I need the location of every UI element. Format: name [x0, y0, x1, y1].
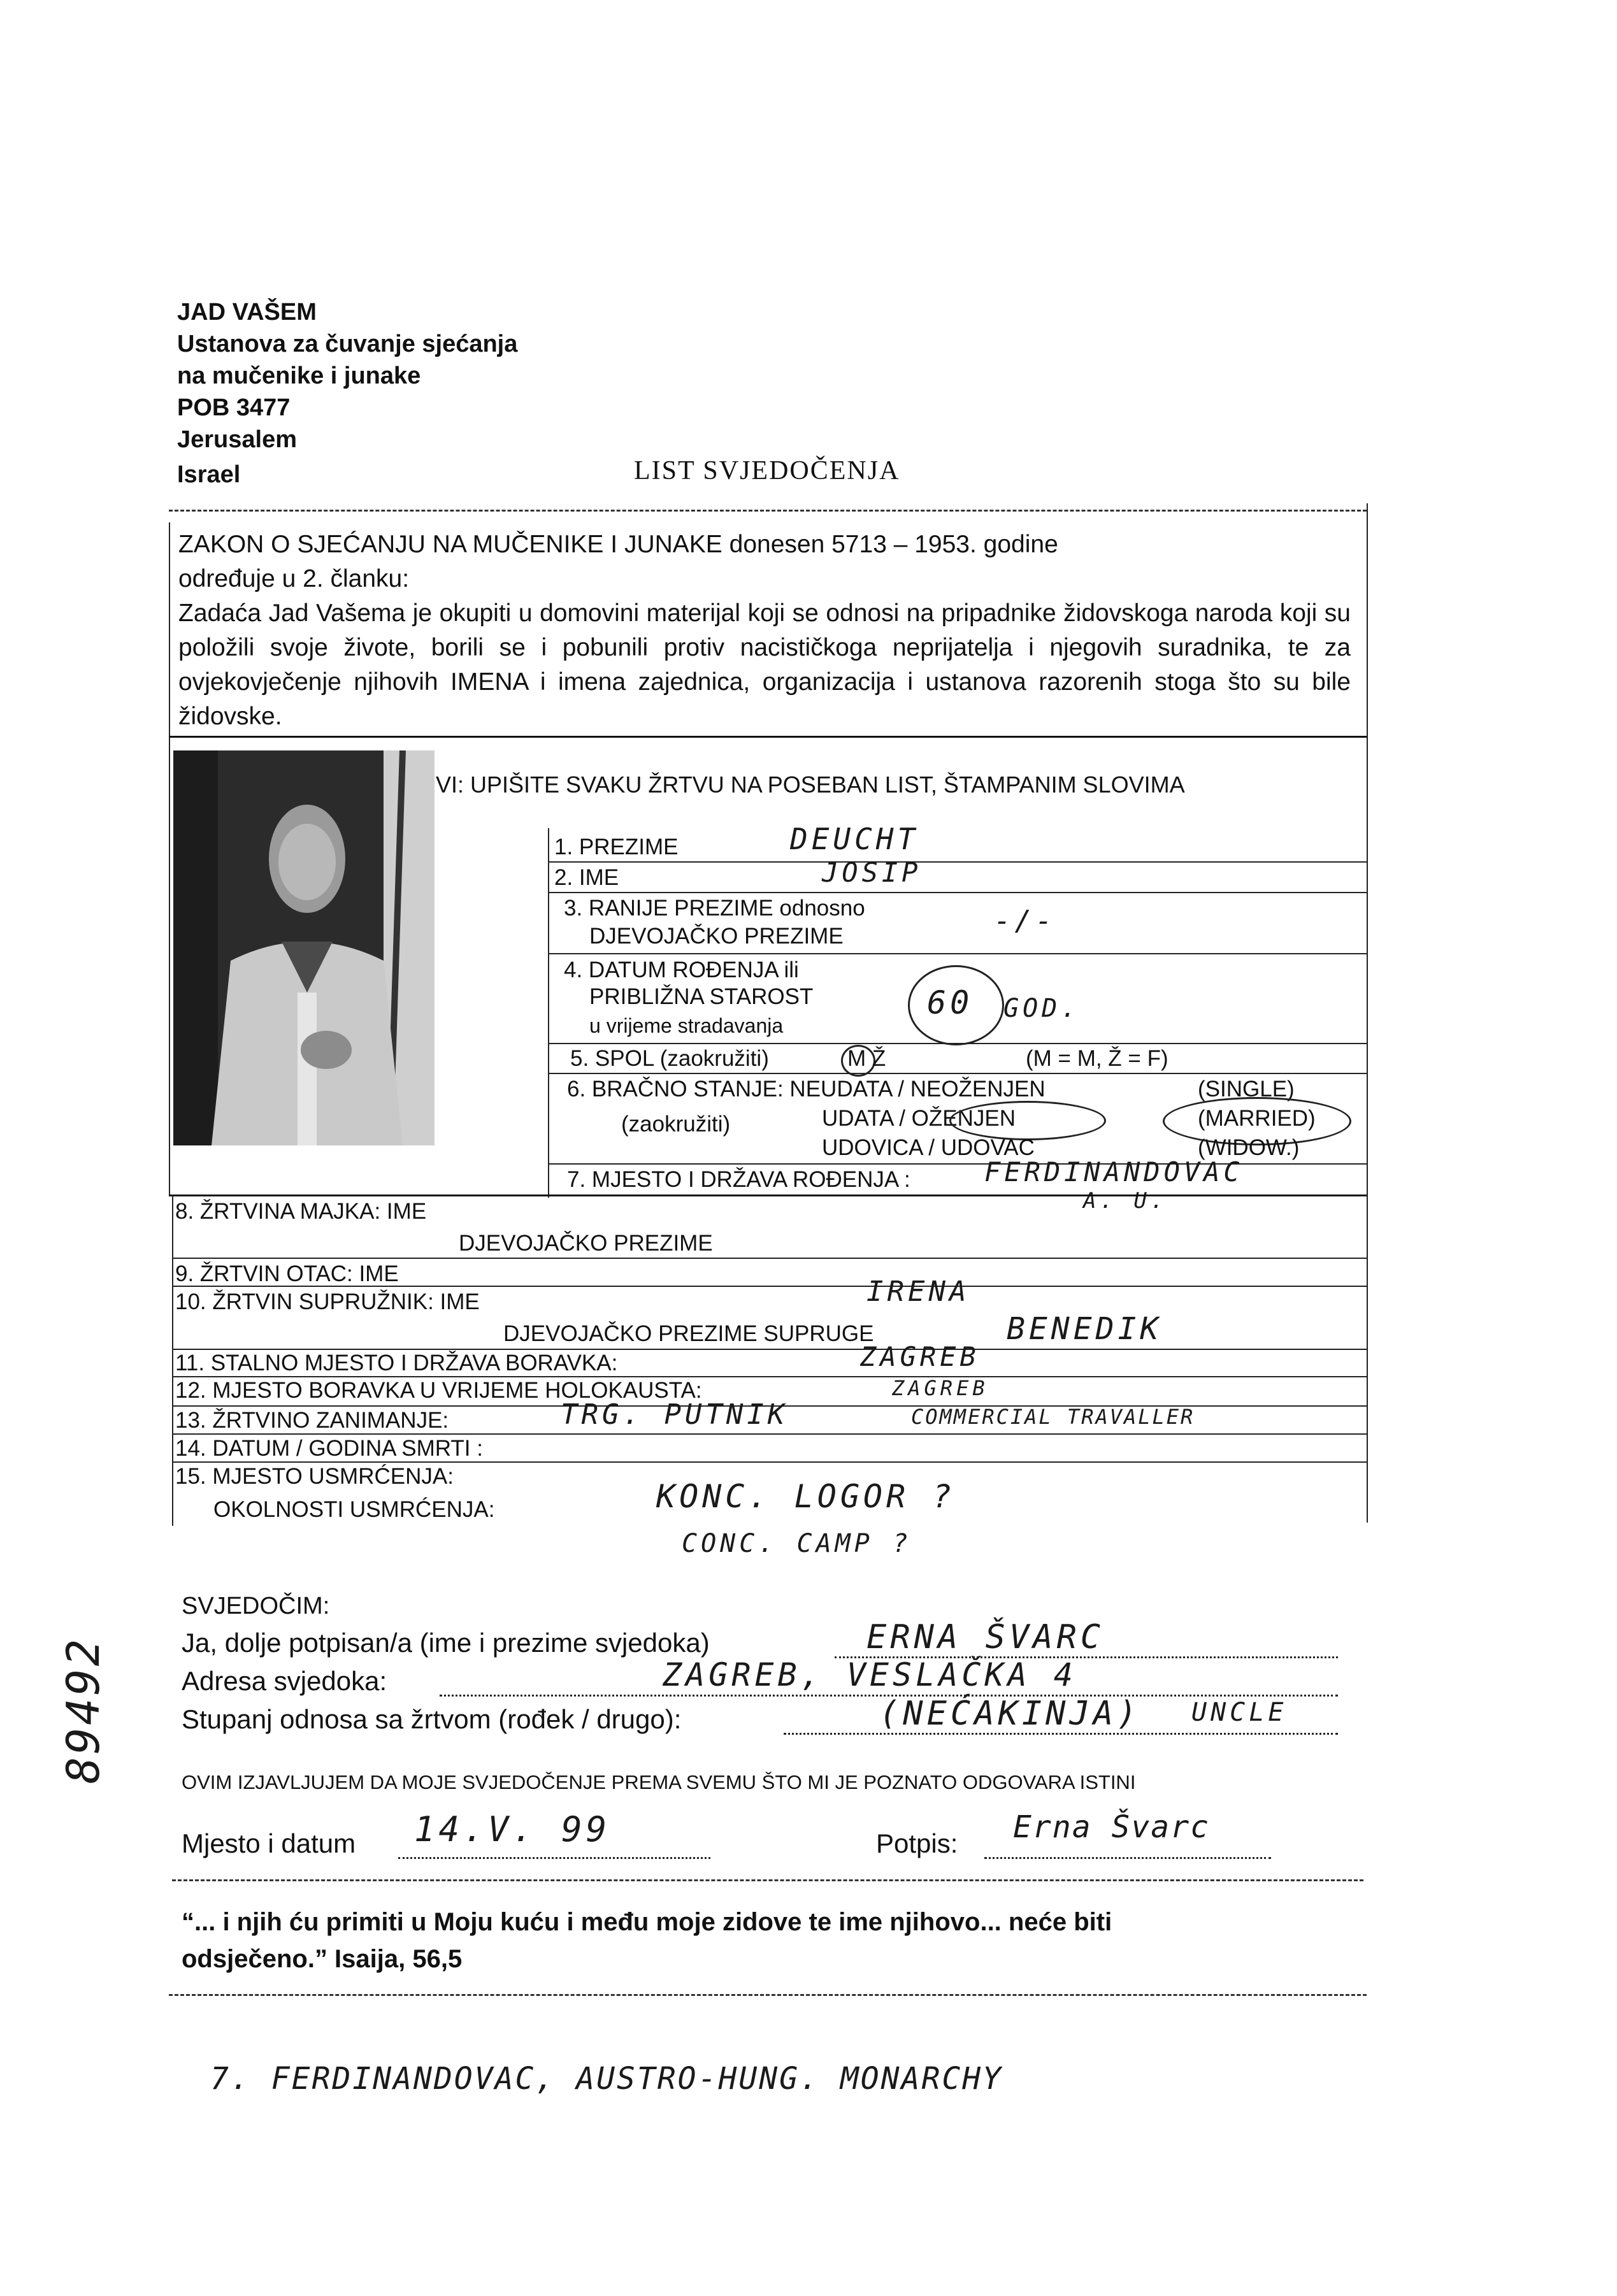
row-5-rule: [548, 1073, 1367, 1074]
form-right-border: [1367, 503, 1368, 1523]
field-8-label: 8. ŽRTVINA MAJKA: IME: [175, 1199, 427, 1224]
field-6-option-married: UDATA / OŽENJEN: [822, 1106, 1016, 1131]
witness-relation-en: UNCLE: [1191, 1698, 1288, 1727]
field-5-label: 5. SPOL (zaokružiti): [570, 1046, 769, 1071]
witness-place-date-dots: [398, 1857, 710, 1859]
field-6-option-widowed: UDOVICA / UDOVAC: [822, 1135, 1035, 1160]
victim-photo: [173, 750, 435, 1145]
witness-signature-dots: [984, 1857, 1271, 1859]
quote-line-2: odsječeno.” Isaija, 56,5: [182, 1945, 463, 1973]
org-subtitle-2: na mučenike i junake: [177, 362, 421, 389]
field-2-value: JOSIP: [822, 857, 922, 888]
field-5-legend: (M = M, Ž = F): [1026, 1046, 1168, 1071]
field-4-label-b: PRIBLIŽNA STAROST: [589, 984, 814, 1009]
witness-address-value: ZAGREB, VESLAČKA 4: [663, 1656, 1077, 1693]
row-8-rule: [172, 1258, 1367, 1259]
fields-left-border: [548, 828, 549, 1198]
field-10-label-b: DJEVOJAČKO PREZIME SUPRUGE: [503, 1321, 874, 1346]
field-12-value: ZAGREB: [892, 1376, 989, 1400]
field-10-value: IRENA: [866, 1275, 970, 1308]
field-11-value: ZAGREB: [860, 1341, 980, 1372]
witness-name-label: Ja, dolje potpisan/a (ime i prezime svjedoka): [182, 1628, 710, 1658]
row-2-rule: [548, 892, 1367, 893]
victim-portrait-svg: [173, 750, 435, 1145]
law-line-1: ZAKON O SJEĆANJU NA MUČENIKE I JUNAKE donesen 5713 – 1953. godine: [178, 531, 1058, 558]
row-6-rule: [548, 1163, 1367, 1165]
page-title: LIST SVJEDOČENJA: [634, 456, 900, 485]
field-10-value-b: BENEDIK: [1007, 1311, 1163, 1347]
field-7-label: 7. MJESTO I DRŽAVA ROĐENJA :: [567, 1167, 910, 1192]
witness-relation-dots: [784, 1733, 1338, 1735]
field-11-label: 11. STALNO MJESTO I DRŽAVA BORAVKA:: [175, 1351, 618, 1375]
row-13-rule: [172, 1433, 1367, 1435]
field-13-value: TRG. PUTNIK: [561, 1398, 789, 1431]
footnote: 7. FERDINANDOVAC, AUSTRO-HUNG. MONARCHY: [210, 2061, 1003, 2097]
field-2-label: 2. IME: [554, 865, 619, 890]
instruction-text: VI: UPIŠITE SVAKU ŽRTVU NA POSEBAN LIST, ŠTAMPANIM SLOVIMA: [436, 771, 1185, 798]
field-6-label-b: (zaokružiti): [621, 1112, 731, 1137]
row-11-rule: [172, 1376, 1367, 1377]
row-4-rule: [548, 1043, 1367, 1044]
witness-name-value: ERNA ŠVARC: [866, 1618, 1105, 1656]
field-4-label-c: u vrijeme stradavanja: [589, 1014, 784, 1037]
witness-relation-value: (NEĆAKINJA): [879, 1695, 1141, 1733]
field-7-value: FERDINANDOVAC: [984, 1156, 1244, 1187]
field-4-value-unit: GOD.: [1003, 994, 1081, 1023]
witness-signature: Erna Švarc: [1013, 1809, 1210, 1845]
quote-top-rule: [172, 1879, 1363, 1881]
field-15-label-a: 15. MJESTO USMRĆENJA:: [175, 1464, 454, 1489]
field-3-label-b: DJEVOJAČKO PREZIME: [589, 924, 844, 949]
field-15-value-en: CONC. CAMP ?: [682, 1529, 912, 1558]
quote-line-1: “... i njih ću primiti u Moju kuću i među moje zidove te ime njihovo... neće biti: [182, 1908, 1112, 1936]
row-9-rule: [172, 1286, 1367, 1287]
field-9-label: 9. ŽRTVIN OTAC: IME: [175, 1261, 399, 1286]
field-4-label-a: 4. DATUM ROĐENJA ili: [564, 958, 799, 982]
field-7-value-b: A. U.: [1083, 1188, 1168, 1214]
field-1-value: DEUCHT: [790, 822, 919, 856]
margin-number: 89492: [57, 1637, 110, 1784]
org-name: JAD VAŠEM: [177, 299, 317, 326]
row-1-rule: [548, 861, 1367, 863]
law-line-2: određuje u 2. članku:: [178, 565, 410, 592]
field-6-single-en: (SINGLE): [1198, 1077, 1295, 1101]
witness-signature-label: Potpis:: [876, 1828, 958, 1858]
field-10-label: 10. ŽRTVIN SUPRUŽNIK: IME: [175, 1289, 480, 1314]
field-13-label: 13. ŽRTVINO ZANIMANJE:: [175, 1408, 449, 1433]
field-3-value: -/-: [994, 905, 1056, 937]
field-15-value: KONC. LOGOR ?: [656, 1478, 956, 1515]
field-14-label: 14. DATUM / GODINA SMRTI :: [175, 1436, 483, 1461]
married-circle: [949, 1101, 1106, 1140]
witness-heading: SVJEDOČIM:: [182, 1593, 330, 1619]
lower-left-border: [172, 1195, 173, 1526]
witness-relation-label: Stupanj odnosa sa žrtvom (rođek / drugo):: [182, 1704, 682, 1734]
witness-place-date-label: Mjesto i datum: [182, 1828, 356, 1858]
witness-place-date-value: 14.V. 99: [414, 1809, 611, 1849]
field-4-value-number: 60: [927, 984, 974, 1021]
field-6-widow-en: (WIDOW.): [1198, 1135, 1300, 1160]
top-dashed-rule: [169, 510, 1367, 512]
witness-declaration: OVIM IZJAVLJUJEM DA MOJE SVJEDOČENJE PREMA SVEMU ŠTO MI JE POZNATO ODGOVARA ISTINI: [182, 1771, 1136, 1793]
witness-address-label: Adresa svjedoka:: [182, 1666, 387, 1696]
field-6-married-en: (MARRIED): [1198, 1106, 1316, 1131]
field-8-label-b: DJEVOJAČKO PREZIME: [459, 1231, 713, 1256]
org-country: Israel: [177, 461, 241, 488]
field-15-label-b: OKOLNOSTI USMRĆENJA:: [213, 1497, 495, 1522]
field-12-label: 12. MJESTO BORAVKA U VRIJEME HOLOKAUSTA:: [175, 1378, 702, 1403]
field-6-label: 6. BRAČNO STANJE: NEUDATA / NEOŽENJEN: [567, 1077, 1046, 1101]
field-3-label-a: 3. RANIJE PREZIME odnosno: [564, 896, 865, 921]
field-5-options: M Ž: [847, 1046, 886, 1071]
field-1-label: 1. PREZIME: [554, 835, 679, 859]
org-subtitle-1: Ustanova za čuvanje sjećanja: [177, 331, 518, 357]
row-14-rule: [172, 1461, 1367, 1463]
org-pob: POB 3477: [177, 394, 291, 421]
law-body: Zadaća Jad Vašema je okupiti u domovini materijal koji se odnosi na pripadnike židovskoga naroda koji su položili svoje živote, borili se i pobunili protiv nacističkoga neprijatelja i njegovih suradnika, te za ovjekovječenje njihovih IMENA i imena zajednica, organizacija i ustanova razorenih stoga što su bile židovske.: [178, 599, 1351, 730]
field-13-value-en: COMMERCIAL TRAVALLER: [911, 1405, 1195, 1429]
form-left-border: [169, 522, 170, 1195]
row-10-rule: [172, 1349, 1367, 1350]
quote-bottom-rule: [169, 1994, 1367, 1996]
org-city: Jerusalem: [177, 426, 298, 453]
row-3-rule: [548, 953, 1367, 954]
row-7-rule: [169, 1195, 1367, 1196]
law-box-bottom: [169, 736, 1367, 738]
